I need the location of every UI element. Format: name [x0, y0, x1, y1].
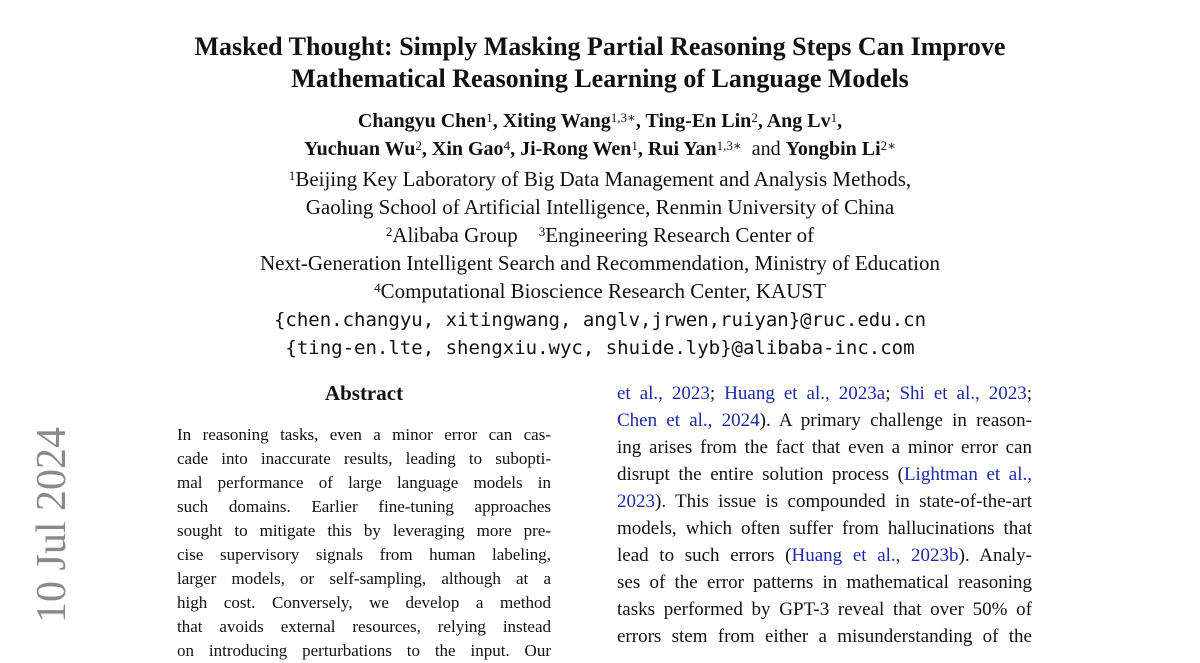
author-sep: ,: [635, 110, 646, 132]
body-text: ). This issue is compounded in state-of-the-art: [655, 491, 1032, 512]
citation-link[interactable]: et al., 2023: [617, 383, 710, 404]
author-name: Ji-Rong Wen: [520, 138, 632, 160]
abstract-line: such domains. Earlier fine-tuning approaches: [177, 497, 551, 516]
author-sep: ,: [637, 138, 648, 160]
affil-text: Computational Bioscience Research Center, KAUST: [380, 279, 826, 303]
author-affil-sup: 2∗: [880, 138, 897, 153]
citation-link[interactable]: Chen et al., 2024: [617, 410, 760, 431]
body-line: ing arises from the fact that even a minor error can: [617, 437, 1032, 458]
affil-sup: 2: [385, 224, 393, 239]
citation-link[interactable]: Huang et al., 2023a: [724, 383, 886, 404]
author-affil-sup: 1,3∗: [716, 138, 742, 153]
author-affil-sup: 1,3∗: [610, 110, 636, 125]
body-line: [617, 542, 1032, 569]
author-sep: ,: [837, 110, 843, 132]
citation-link[interactable]: Huang et al., 2023b: [791, 545, 959, 566]
author-affil-sup: 1: [631, 138, 638, 153]
body-text: disrupt the entire solution process (: [617, 464, 904, 485]
body-line: tasks performed by GPT-3 reveal that over 50% of: [617, 599, 1032, 620]
author-sep: ,: [421, 138, 432, 160]
body-line: [617, 461, 1032, 488]
affil-text: Beijing Key Laboratory of Big Data Management and Analysis Methods,: [295, 167, 912, 191]
citation-link[interactable]: Shi et al., 2023: [899, 383, 1027, 404]
author-line-1: [0, 108, 1200, 134]
author-name: Changyu Chen: [357, 110, 487, 132]
author-affil-sup: 2: [751, 110, 758, 125]
affil-text: Engineering Research Center of: [545, 223, 815, 247]
email-line-1: {chen.changyu, xitingwang, anglv,jrwen,ruiyan}@ruc.edu.cn: [273, 309, 927, 331]
affiliation-3-line-2: Next-Generation Intelligent Search and Recommendation, Ministry of Education: [260, 251, 940, 275]
body-line: [617, 407, 1032, 434]
abstract-line: on introducing perturbations to the input. Our: [177, 641, 551, 660]
author-name: Xin Gao: [431, 138, 504, 160]
arxiv-date-stamp: 10 Jul 2024: [29, 426, 75, 624]
body-text: lead to such errors (: [617, 545, 792, 566]
abstract-line: cise supervisory signals from human labeling,: [177, 545, 551, 564]
citation-link[interactable]: 2023: [617, 491, 655, 512]
abstract-line: mal performance of large language models in: [177, 473, 551, 492]
body-line: [617, 488, 1032, 515]
body-text: ;: [1026, 383, 1033, 404]
author-line-2: [0, 136, 1200, 162]
author-sep: ,: [757, 110, 767, 132]
abstract-line: cade into inaccurate results, leading to subopti-: [177, 449, 551, 468]
affiliation-1-line-1: [0, 165, 1200, 193]
citation-link[interactable]: Lightman et al.,: [903, 464, 1032, 485]
author-affil-sup: 1: [486, 110, 493, 125]
affil-sup: 3: [538, 224, 546, 239]
body-text: ). Analy-: [958, 545, 1033, 566]
abstract-line: larger models, or self-sampling, although at a: [177, 569, 551, 588]
author-name: Yongbin Li: [785, 138, 881, 160]
email-line-2: {ting-en.lte, shengxiu.wyc, shuide.lyb}@alibaba-inc.com: [285, 337, 915, 359]
author-affil-sup: 1: [830, 110, 838, 125]
body-text: ;: [709, 383, 725, 404]
affiliation-1-line-2: Gaoling School of Artificial Intelligence, Renmin University of China: [305, 195, 895, 219]
affil-sup: 4: [374, 280, 381, 295]
author-sep: ,: [510, 138, 521, 160]
affil-text: Alibaba Group: [392, 223, 518, 247]
body-text: ). A primary challenge in reason-: [759, 410, 1032, 431]
author-name: Ting-En Lin: [645, 110, 752, 132]
body-line: models, which often suffer from hallucinations that: [617, 518, 1032, 539]
paper-title-line-2: Mathematical Reasoning Learning of Language Models: [291, 64, 909, 93]
body-text: ;: [885, 383, 900, 404]
abstract-line: In reasoning tasks, even a minor error can cas-: [177, 425, 551, 444]
author-affil-sup: 4: [503, 138, 511, 153]
abstract-heading: Abstract: [324, 381, 404, 405]
body-line: [617, 380, 1032, 407]
author-name: Ang Lv: [766, 110, 831, 132]
affil-sup: 1: [288, 168, 296, 183]
author-name: Xiting Wang: [502, 110, 611, 132]
author-name: Rui Yan: [647, 138, 717, 160]
paper-title-line-1: Masked Thought: Simply Masking Partial Reasoning Steps Can Improve: [194, 32, 1006, 61]
author-name: Yuchuan Wu: [303, 138, 416, 160]
author-sep: ,: [492, 110, 503, 132]
body-line: ses of the error patterns in mathematical reasoning: [617, 572, 1032, 593]
abstract-line: high cost. Conversely, we develop a method: [177, 593, 551, 612]
body-line: errors stem from either a misunderstanding of the: [617, 626, 1032, 647]
abstract-line: that avoids external resources, relying instead: [177, 617, 551, 636]
affiliation-2-3: [0, 221, 1200, 249]
abstract-line: sought to mitigate this by leveraging more pre-: [177, 521, 551, 540]
author-affil-sup: 2: [415, 138, 422, 153]
and-word: and: [751, 138, 781, 160]
affiliation-4: [0, 277, 1200, 305]
